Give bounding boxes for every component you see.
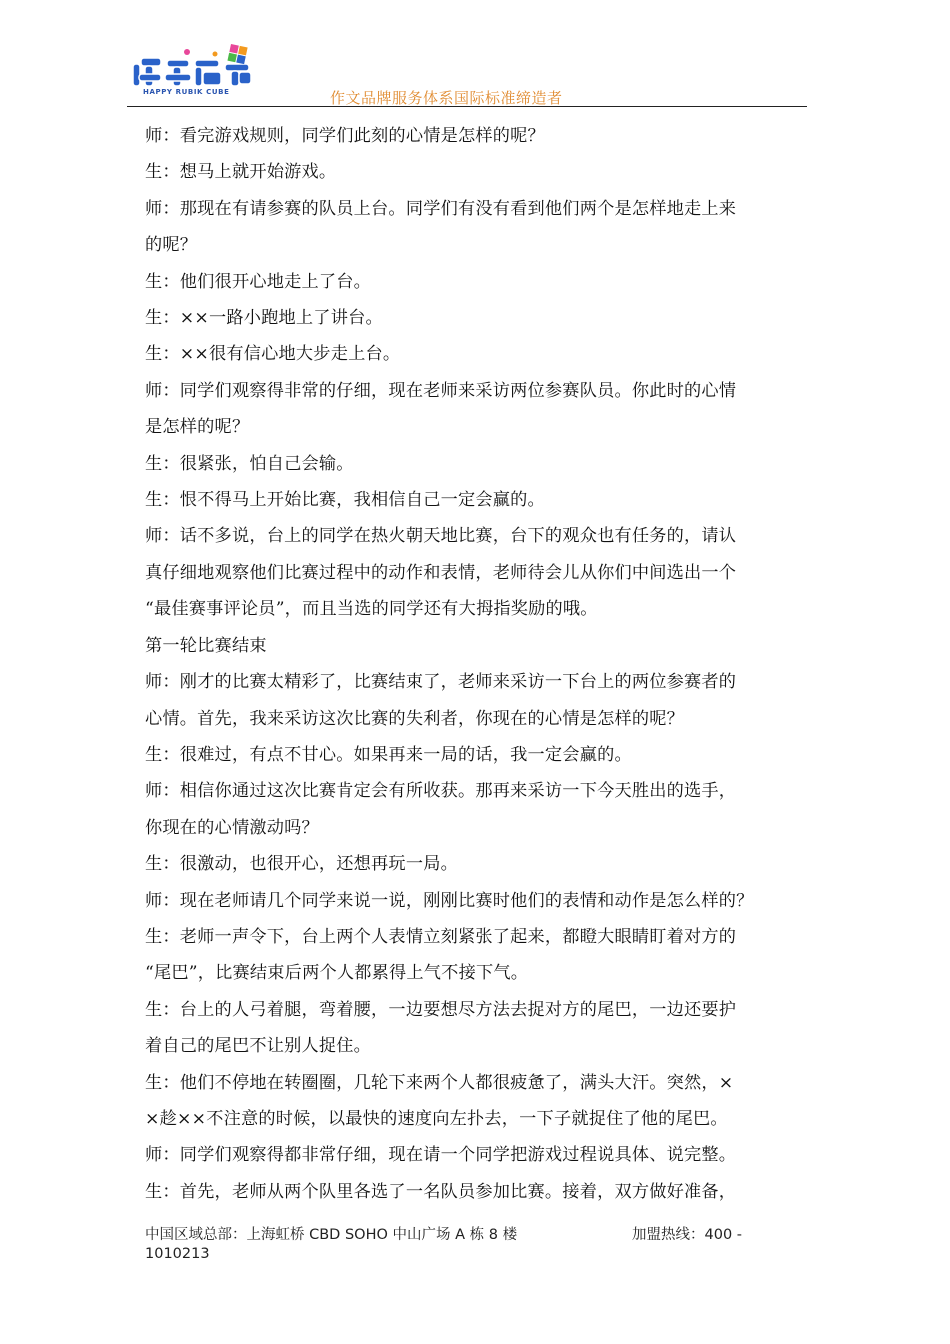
brand-logo — [127, 42, 265, 104]
text-line: 师：现在老师请几个同学来说一说，刚刚比赛时他们的表情和动作是怎么样的？ — [145, 890, 754, 911]
text-line: 师：刚才的比赛太精彩了，比赛结束了，老师来采访一下台上的两位参赛者的 — [145, 672, 737, 693]
page-header — [127, 42, 807, 108]
text-line: 师：同学们观察得都非常仔细，现在请一个同学把游戏过程说具体、说完整。 — [145, 1145, 737, 1166]
footer-address: 中国区域总部：上海虹桥 CBD SOHO 中山广场 A 栋 8 楼 — [145, 1227, 518, 1243]
text-line: 师：同学们观察得非常的仔细，现在老师来采访两位参赛队员。你此时的心情 — [145, 380, 737, 401]
text-line: 心情。首先，我来采访这次比赛的失利者，你现在的心情是怎样的呢？ — [145, 708, 685, 729]
text-line: “最佳赛事评论员”，而且当选的同学还有大拇指奖励的哦。 — [145, 599, 598, 620]
header-divider — [127, 106, 807, 107]
text-line: 真仔细地观察他们比赛过程中的动作和表情，老师待会儿从你们中间选出一个 — [145, 562, 737, 583]
logo-subtext: HAPPY RUBIK CUBE — [143, 88, 230, 96]
footer-hotline-number: 1010213 — [145, 1246, 210, 1262]
text-line: 生：老师一声令下，台上两个人表情立刻紧张了起来，都瞪大眼睛盯着对方的 — [145, 926, 737, 947]
text-line: 师：看完游戏规则，同学们此刻的心情是怎样的呢？ — [145, 126, 545, 146]
document-body — [145, 118, 815, 1210]
text-line: “尾巴”，比赛结束后两个人都累得上气不接下气。 — [145, 963, 529, 984]
text-line: 是怎样的呢？ — [145, 417, 250, 438]
text-line: 生：很难过，有点不甘心。如果再来一局的话，我一定会赢的。 — [145, 744, 632, 765]
text-line: 生：很激动，也很开心，还想再玩一局。 — [145, 854, 458, 875]
text-line: 生：××一路小跑地上了讲台。 — [145, 308, 383, 329]
text-line: 生：台上的人弓着腿，弯着腰，一边要想尽方法去捉对方的尾巴，一边还要护 — [145, 999, 737, 1020]
text-line: 生：恨不得马上开始比赛，我相信自己一定会赢的。 — [145, 490, 545, 511]
text-line: 生：想马上就开始游戏。 — [145, 162, 337, 183]
text-line: 生：××很有信心地大步走上台。 — [145, 344, 401, 365]
footer-hotline: 加盟热线：400 - — [632, 1227, 743, 1243]
text-line: 师：相信你通过这次比赛肯定会有所收获。那再来采访一下今天胜出的选手， — [145, 781, 737, 802]
text-line: 生：他们不停地在转圈圈，几轮下来两个人都很疲惫了，满头大汗。突然，× — [145, 1072, 734, 1093]
text-line: 着自己的尾巴不让别人捉住。 — [145, 1036, 372, 1057]
text-line: ×趁××不注意的时候，以最快的速度向左扑去，一下子就捉住了他的尾巴。 — [145, 1108, 728, 1129]
text-line: 生：很紧张，怕自己会输。 — [145, 453, 354, 474]
text-line: 的呢？ — [145, 235, 198, 256]
text-line: 师：那现在有请参赛的队员上台。同学们有没有看到他们两个是怎样地走上来 — [145, 198, 737, 219]
text-line: 你现在的心情激动吗？ — [145, 817, 319, 838]
section-heading: 第一轮比赛结束 — [145, 635, 267, 656]
header-tagline: 作文品牌服务体系国际标准缔造者 — [330, 89, 563, 107]
text-line: 师：话不多说，台上的同学在热火朝天地比赛，台下的观众也有任务的，请认 — [145, 526, 737, 547]
text-line: 生：首先，老师从两个队里各选了一名队员参加比赛。接着，双方做好准备， — [145, 1181, 737, 1202]
text-line: 生：他们很开心地走上了台。 — [145, 271, 372, 292]
